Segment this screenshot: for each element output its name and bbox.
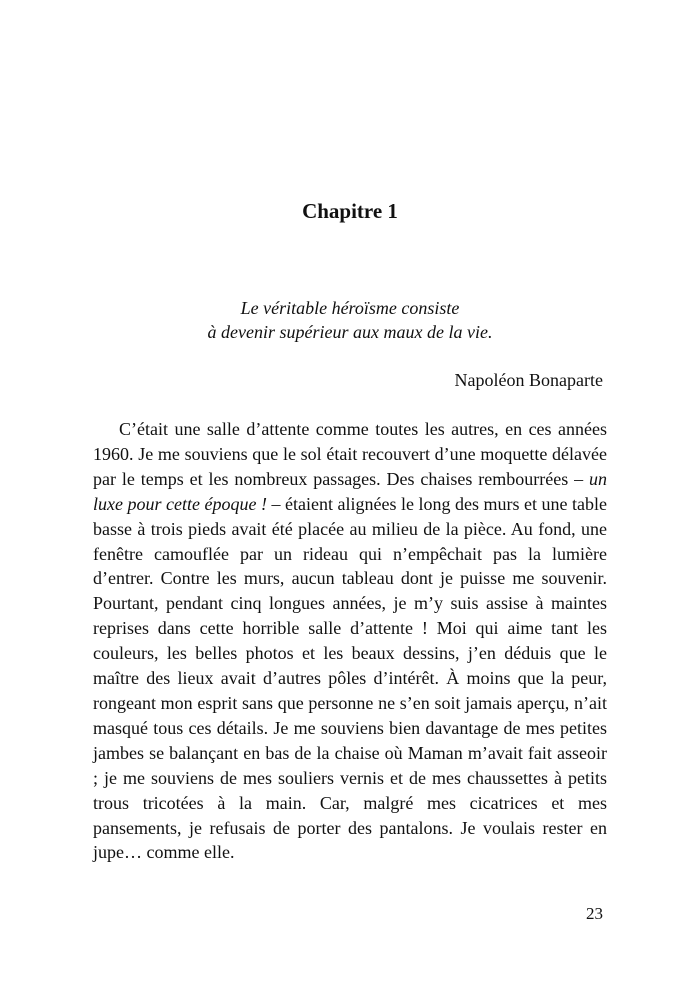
- epigraph-line-1: Le véritable héroïsme consiste: [240, 298, 460, 318]
- epigraph-attribution: Napoléon Bonaparte: [454, 370, 603, 390]
- paragraph-italic-aside: un luxe pour cette époque !: [93, 468, 607, 514]
- epigraph: [0, 296, 700, 344]
- chapter-title: Chapitre 1: [302, 199, 398, 223]
- paragraph-text-end: – étaient alignées le long des murs et une table basse à trois pieds avait été placée au milieu de la pièce. Au fond, une fenêtre camouflée par un rideau qui n’empêchait pas la lumière d’entrer. Contre les murs, aucun tableau dont je puisse me souvenir. Pourtant, pendant cinq longues années, je m’y suis assise à maintes reprises dans cette horrible salle d’attente ! Moi qui aime tant les couleurs, les belles photos et les beaux dessins, j’en déduis que le maître des lieux avait d’autres pôles d’intérêt. À moins que la peur, rongeant mon esprit sans que personne ne s’en soit jamais aperçu, n’ait masqué tous ces détails. Je me souviens bien davantage de mes petites jambes se balançant en bas de la chaise où Maman m’avait fait asseoir ; je me souviens de mes souliers vernis et de mes chaussettes à petits trous tricotées à la main. Car, malgré mes cicatrices et mes pansements, je refusais de porter des pantalons. Je voulais rester en jupe… comme elle.: [93, 493, 607, 863]
- paragraph-text-start: C’était une salle d’attente comme toutes les autres, en ces années 1960. Je me souviens que le sol était recouvert d’une moquette délavée par le temps et les nombreux passages. Des chaises rembourrées –: [93, 419, 607, 489]
- body-paragraph: [93, 417, 607, 865]
- page-number: 23: [586, 904, 603, 923]
- epigraph-line-2: à devenir supérieur aux maux de la vie.: [207, 322, 493, 342]
